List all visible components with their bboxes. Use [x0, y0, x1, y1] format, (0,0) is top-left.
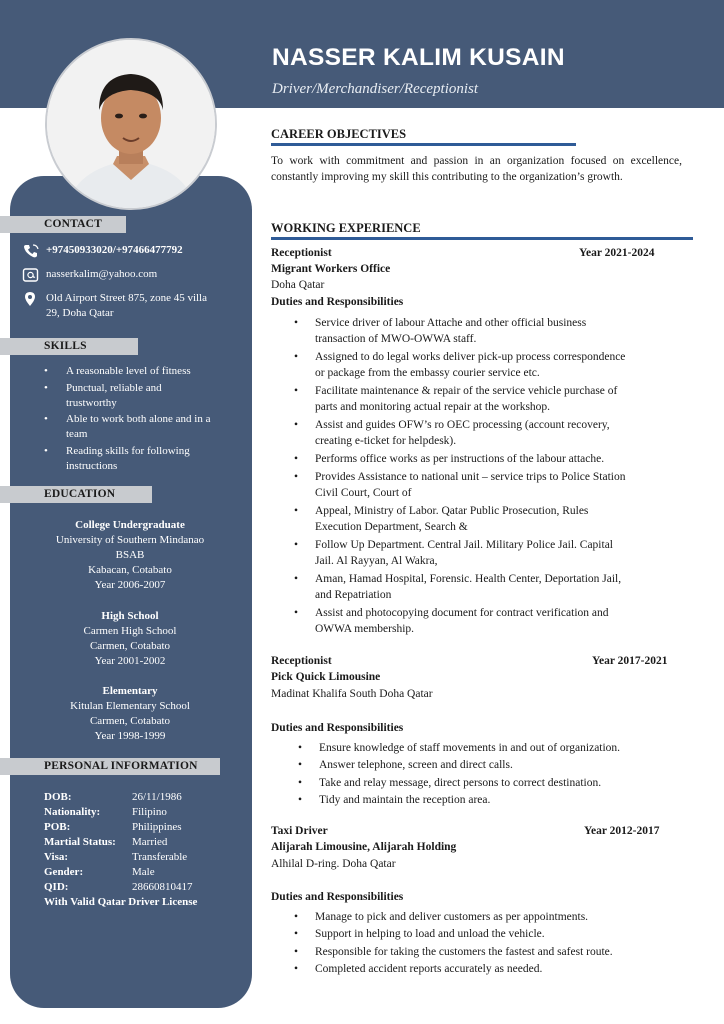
education-entry-college: College Undergraduate University of Southern Mindanao BSAB Kabacan, Cotabato Year 2006-2007	[55, 519, 205, 591]
duties-heading: Duties and Responsibilities	[271, 891, 404, 903]
contact-address-line2: 29, Doha Qatar	[46, 307, 114, 319]
email-icon	[22, 267, 40, 283]
duty-item: • Completed accident reports accurately as needed.	[294, 962, 543, 975]
personal-info-row: QID: 28660810417	[44, 881, 193, 893]
duty-item: • Tidy and maintain the reception area.	[298, 793, 491, 806]
job-company: Pick Quick Limousine	[271, 671, 381, 683]
duty-item: • Ensure knowledge of staff movements in and out of organization.	[298, 742, 621, 754]
duty-item: • Responsible for taking the customers the fastest and safest route.	[294, 945, 613, 958]
skill-item: • Punctual, reliable and trustworthy	[44, 381, 234, 411]
personal-info-heading: PERSONAL INFORMATION	[0, 758, 220, 775]
contact-heading: CONTACT	[0, 216, 126, 233]
personal-info-row: Visa: Transferable	[44, 851, 188, 863]
duty-item: • Assist and photocopying document for contract verification and OWWA membership.	[294, 607, 609, 635]
duty-item: • Service driver of labour Attache and other official business transaction of MWO-OWWA staff.	[294, 317, 587, 345]
contact-address-line1: Old Airport Street 875, zone 45 villa	[46, 292, 207, 304]
education-heading: EDUCATION	[0, 486, 152, 503]
duty-item: • Assist and guides OFW’s ro OEC processing (account recovery, creating e-ticket for helpdesk).	[294, 419, 610, 447]
job-title: Taxi Driver	[271, 825, 328, 837]
duty-item: • Take and relay message, direct persons to correct destination.	[298, 776, 602, 789]
skill-item: • Able to work both alone and in a team	[44, 412, 234, 442]
skills-list	[44, 364, 234, 475]
duty-item: • Aman, Hamad Hospital, Forensic. Health Center, Deportation Jail, and Repatriation	[294, 573, 622, 601]
skill-item: • A reasonable level of fitness	[44, 364, 234, 379]
personal-info-row: DOB: 26/11/1986	[44, 791, 182, 803]
personal-info-row: Nationality: Filipino	[44, 806, 167, 818]
duty-item: • Support in helping to load and unload the vehicle.	[294, 928, 545, 941]
objectives-rule	[271, 143, 576, 146]
contact-phone: +97450933020/+97466477792	[46, 244, 183, 256]
education-entry-high-school: High School Carmen High School Carmen, Cotabato Year 2001-2002	[83, 610, 177, 667]
contact-email-row	[22, 267, 157, 283]
experience-rule	[271, 237, 693, 240]
duty-item: • Performs office works as per instructions of the labour attache.	[294, 453, 605, 465]
phone-icon	[22, 243, 40, 259]
duties-heading: Duties and Responsibilities	[271, 296, 404, 308]
contact-email: nasserkalim@yahoo.com	[46, 268, 158, 280]
duty-item: • Assigned to do legal works deliver pick-up process correspondence or package from the embassy courier service etc.	[294, 351, 626, 379]
job-title: Receptionist	[271, 655, 332, 667]
skill-item: • Reading skills for following instructions	[44, 444, 234, 474]
job-location: Alhilal D-ring. Doha Qatar	[271, 858, 396, 870]
driver-license-note: With Valid Qatar Driver License	[44, 896, 198, 908]
objectives-heading: CAREER OBJECTIVES	[271, 127, 407, 141]
objectives-text: To work with commitment and passion in an organization focused on excellence, constantly improving my skill this contributing to the organization’s growth.	[271, 155, 682, 183]
candidate-name: NASSER KALIM KUSAIN	[272, 44, 565, 71]
personal-info-block	[44, 790, 197, 910]
duty-item: • Provides Assistance to national unit – service trips to Police Station Civil Court, Court of	[294, 471, 626, 499]
personal-info-row: POB: Philippines	[44, 821, 182, 833]
duty-item: • Manage to pick and deliver customers as per appointments.	[294, 911, 589, 923]
education-entry-elementary: Elementary Kitulan Elementary School Carmen, Cotabato Year 1998-1999	[70, 685, 190, 742]
duties-list	[294, 315, 687, 637]
experience-heading: WORKING EXPERIENCE	[271, 221, 421, 235]
personal-info-row: Gender: Male	[44, 866, 155, 878]
job-year: Year 2021-2024	[579, 247, 655, 259]
job-location: Madinat Khalifa South Doha Qatar	[271, 688, 433, 700]
duties-heading: Duties and Responsibilities	[271, 722, 404, 734]
contact-address-row	[22, 291, 207, 321]
candidate-role: Driver/Merchandiser/Receptionist	[272, 81, 479, 97]
job-title: Receptionist	[271, 247, 332, 259]
job-location: Doha Qatar	[271, 279, 325, 291]
profile-photo	[45, 38, 217, 210]
personal-info-row: Martial Status: Married	[44, 836, 168, 848]
duty-item: • Facilitate maintenance & repair of the service vehicle purchase of parts and monitoring actual repair at the workshop.	[294, 385, 618, 413]
location-pin-icon	[22, 291, 40, 307]
duty-item: • Follow Up Department. Central Jail. Military Police Jail. Capital Jail. Al Rayyan, Al Wakra,	[294, 539, 613, 567]
duty-item: • Answer telephone, screen and direct calls.	[298, 759, 513, 772]
contact-phone-row	[22, 243, 183, 259]
job-year: Year 2012-2017	[584, 825, 660, 837]
duty-item: • Appeal, Ministry of Labor. Qatar Public Prosecution, Rules Execution Department, Search &	[294, 505, 589, 533]
duties-list	[298, 740, 691, 808]
job-company: Alijarah Limousine, Alijarah Holding	[271, 841, 457, 853]
skills-heading: SKILLS	[0, 338, 138, 355]
job-company: Migrant Workers Office	[271, 263, 391, 275]
duties-list	[294, 909, 687, 977]
job-year: Year 2017-2021	[592, 655, 668, 667]
